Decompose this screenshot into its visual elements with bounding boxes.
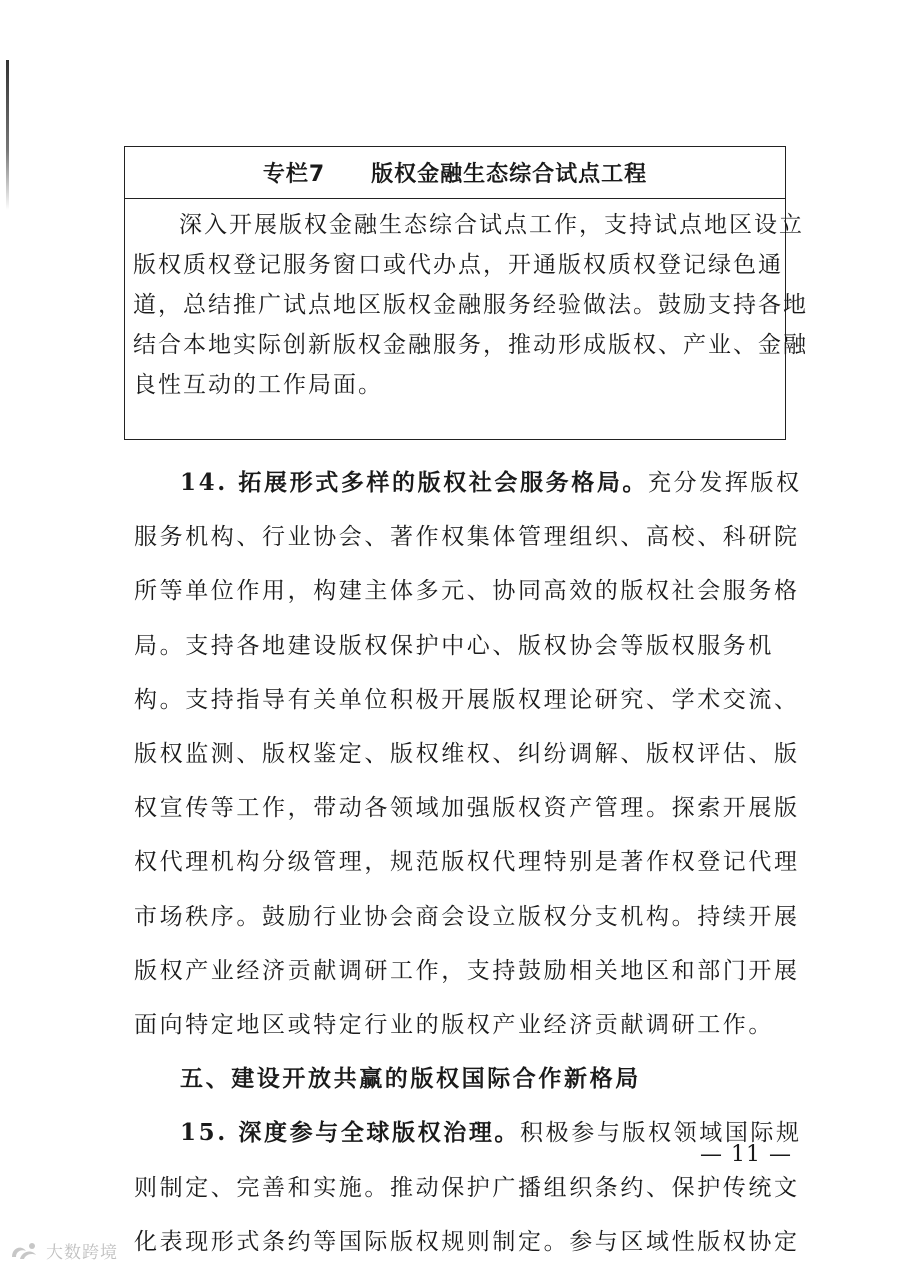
section-14-heading: 14. 拓展形式多样的版权社会服务格局。 (180, 469, 649, 496)
section-14-line: 权宣传等工作，带动各领域加强版权资产管理。探索开展版 (134, 795, 800, 822)
section-5-heading: 五、建设开放共赢的版权国际合作新格局 (180, 1066, 641, 1093)
section-15-first-line (134, 1106, 802, 1160)
section-15-heading: 15. 深度参与全球版权治理。 (180, 1119, 521, 1147)
box-line-4: 结合本地实际创新版权金融服务，推动形成版权、产业、金融 (133, 332, 808, 358)
page-number: — 11 — (700, 1142, 792, 1167)
box-line-5: 良性互动的工作局面。 (133, 372, 383, 398)
section-14-line: 服务机构、行业协会、著作权集体管理组织、高校、科研院 (134, 524, 800, 551)
section-14-line: 构。支持指导有关单位积极开展版权理论研究、学术交流、 (134, 686, 800, 713)
feature-box (124, 146, 808, 440)
feature-box-body (125, 199, 808, 405)
box-line-2: 版权质权登记服务窗口或代办点，开通版权质权登记绿色通 (133, 252, 783, 278)
section-15-line: 则制定、完善和实施。推动保护广播组织条约、保护传统文 (134, 1174, 800, 1201)
section-14-first-line (134, 456, 802, 510)
box-line-1: 深入开展版权金融生态综合试点工作，支持试点地区设立 (179, 212, 804, 238)
watermark (8, 1238, 118, 1263)
scan-edge-mark (6, 60, 9, 210)
main-text (134, 456, 802, 1269)
watermark-text: 大数跨境 (46, 1243, 118, 1263)
section-14-line: 版权产业经济贡献调研工作，支持鼓励相关地区和部门开展 (134, 957, 800, 984)
section-14-first-rest: 充分发挥版权 (648, 470, 802, 496)
section-14-line: 权代理机构分级管理，规范版权代理特别是著作权登记代理 (134, 849, 800, 876)
section-15-line: 化表现形式条约等国际版权规则制定。参与区域性版权协定 (134, 1228, 800, 1255)
section-14-line: 局。支持各地建设版权保护中心、版权协会等版权服务机 (134, 632, 774, 659)
section-15-first-rest: 积极参与版权领域国际规 (520, 1120, 802, 1147)
box-line-3: 道，总结推广试点地区版权金融服务经验做法。鼓励支持各地 (133, 292, 808, 318)
watermark-logo-icon (8, 1239, 40, 1263)
feature-box-title: 专栏7 版权金融生态综合试点工程 (125, 147, 785, 199)
section-14-line: 市场秩序。鼓励行业协会商会设立版权分支机构。持续开展 (134, 903, 800, 930)
section-14-line: 面向特定地区或特定行业的版权产业经济贡献调研工作。 (134, 1012, 774, 1039)
section-14-line: 所等单位作用，构建主体多元、协同高效的版权社会服务格 (134, 578, 800, 605)
section-14-line: 版权监测、版权鉴定、版权维权、纠纷调解、版权评估、版 (134, 741, 800, 768)
